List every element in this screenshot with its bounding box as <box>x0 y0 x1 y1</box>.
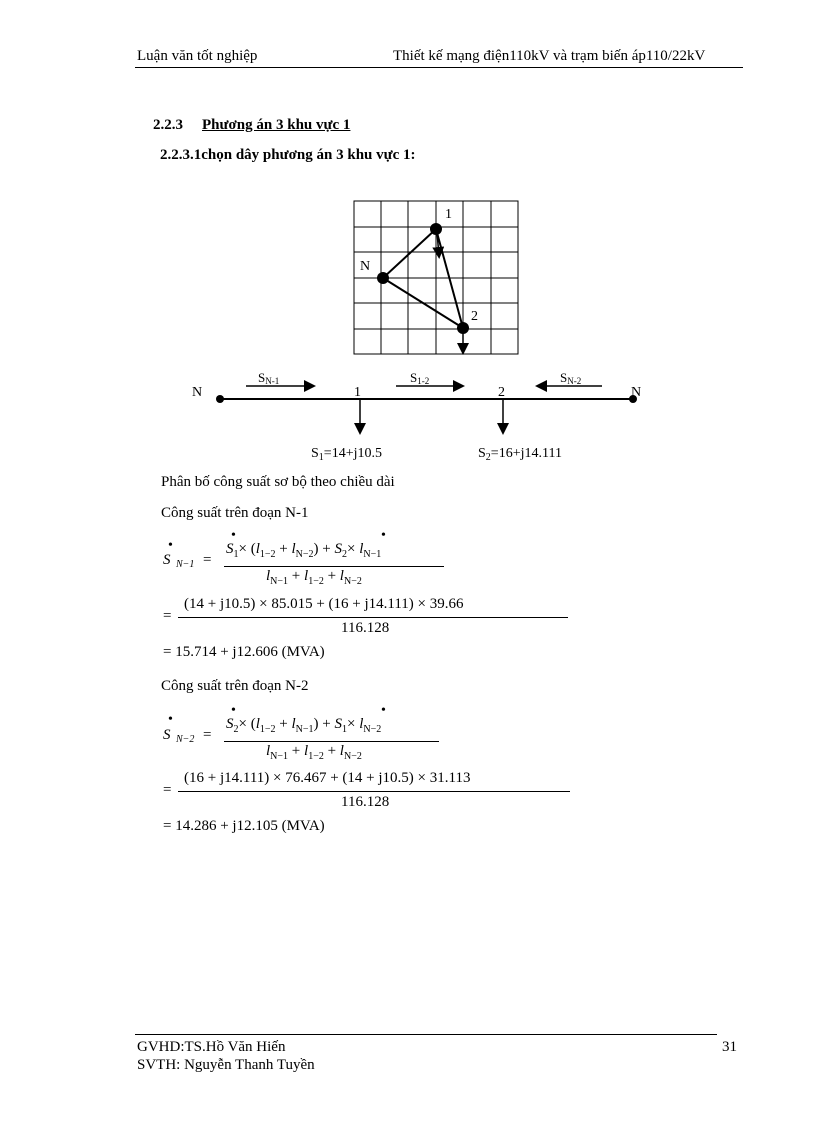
node-1-dot <box>430 223 442 235</box>
edge-n-1 <box>383 229 436 278</box>
eq1-denominator: 116.128 <box>341 620 390 636</box>
footer-advisor: GVHD:TS.Hồ Văn Hiến <box>137 1039 286 1055</box>
header-rule <box>135 67 743 68</box>
footer-rule <box>135 1034 717 1035</box>
page-number: 31 <box>722 1039 737 1055</box>
load-1-label: $S_1=14+j10.5$ <box>311 446 382 463</box>
node-n-dot <box>377 272 389 284</box>
eq2-numerator: (16 + j14.111) × 76.467 + (14 + j10.5) × 31.113 <box>184 770 471 786</box>
eq2-denominator: 116.128 <box>341 794 390 810</box>
eq2-equals: = <box>163 782 172 798</box>
node-2-label: 2 <box>471 309 478 324</box>
left-n-label: N <box>192 385 203 400</box>
node-2-dot <box>457 322 469 334</box>
header-left: Luận văn tốt nghiệp <box>137 48 258 64</box>
network-grid-diagram <box>340 190 540 365</box>
load-2-label: $S_2=16+j14.111$ <box>478 446 562 463</box>
line-flow-diagram <box>180 365 660 465</box>
segment-1-label: Công suất trên đoạn N-1 <box>161 505 309 521</box>
eq1-result: = 15.714 + j12.606 (MVA) <box>163 644 325 660</box>
eq2-fraction-line <box>178 791 570 792</box>
node-n-label: N <box>360 259 371 274</box>
flow-label-12: S1-2 <box>410 370 430 386</box>
section-title: Phương án 3 khu vực 1 <box>202 117 351 133</box>
left-n-dot <box>216 395 224 403</box>
eq1-equals: = <box>163 608 172 624</box>
section-number: 2.2.3 <box>153 117 183 133</box>
flow-label-n1: SN-1 <box>258 370 280 386</box>
header-right: Thiết kế mạng điện110kV và trạm biến áp110/22kV <box>393 48 706 64</box>
flow-label-n2: SN-2 <box>560 370 582 386</box>
segment-2-label: Công suất trên đoạn N-2 <box>161 678 309 694</box>
subheading: 2.2.3.1chọn dây phương án 3 khu vực 1: <box>160 147 416 163</box>
node-2-line-label: 2 <box>498 385 505 400</box>
eq2-result: = 14.286 + j12.105 (MVA) <box>163 818 325 834</box>
eq1-numerator: (14 + j10.5) × 85.015 + (16 + j14.111) × 39.66 <box>184 596 464 612</box>
node-1-label: 1 <box>445 207 452 222</box>
node-1-line-label: 1 <box>354 385 361 400</box>
intro-text: Phân bố công suất sơ bộ theo chiều dài <box>161 474 395 490</box>
right-n-label: N <box>631 385 642 400</box>
footer-student: SVTH: Nguyễn Thanh Tuyền <box>137 1057 315 1073</box>
eq1-fraction-line <box>178 617 568 618</box>
